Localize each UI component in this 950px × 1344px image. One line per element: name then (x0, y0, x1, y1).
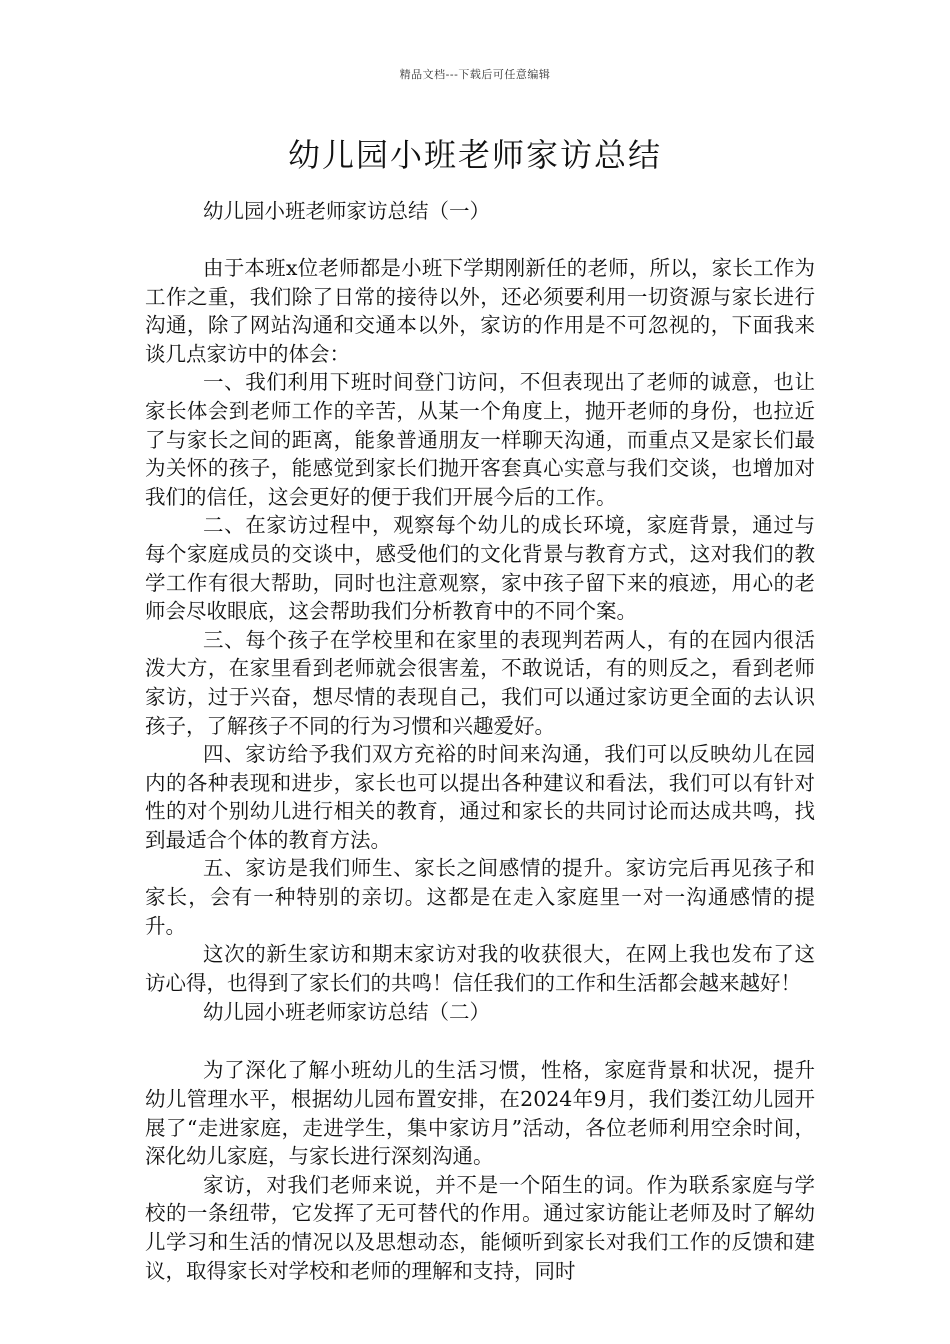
section-heading-1: 幼儿园小班老师家访总结（一） (203, 199, 490, 223)
paragraph: 三、每个孩子在学校里和在家里的表现判若两人，有的在园内很活泼大方，在家里看到老师就会很害羞，不敢说话，有的则反之，看到老师家访，过于兴奋，想尽情的表现自己，我们可以通过家访更全面的去认识孩子，了解孩子不同的行为习惯和兴趣爱好。 (145, 627, 815, 738)
paragraph: 一、我们利用下班时间登门访问，不但表现出了老师的诚意，也让家长体会到老师工作的辛苦，从某一个角度上，抛开老师的身份，也拉近了与家长之间的距离，能象普通朋友一样聊天沟通，而重点又是家长们最为关怀的孩子，能感觉到家长们抛开客套真心实意与我们交谈，也增加对我们的信任，这会更好的便于我们开展今后的工作。 (145, 370, 815, 509)
paragraph: 由于本班x位老师都是小班下学期刚新任的老师，所以，家长工作为工作之重，我们除了日常的接待以外，还必须要利用一切资源与家长进行沟通，除了网站沟通和交通本以外，家访的作用是不可忽视的，下面我来谈几点家访中的体会： (145, 256, 815, 366)
paragraph: 家访，对我们老师来说，并不是一个陌生的词。作为联系家庭与学校的一条纽带，它发挥了无可替代的作用。通过家访能让老师及时了解幼儿学习和生活的情况以及思想动态，能倾听到家长对我们工作的反馈和建议，取得家长对学校和老师的理解和支持，同时 (145, 1172, 815, 1283)
document-body (145, 196, 815, 1285)
paragraph: 五、家访是我们师生、家长之间感情的提升。家访完后再见孩子和家长，会有一种特别的亲切。这都是在走入家庭里一对一沟通感情的提升。 (145, 856, 815, 938)
paragraph: 四、家访给予我们双方充裕的时间来沟通，我们可以反映幼儿在园内的各种表现和进步，家长也可以提出各种建议和看法，我们可以有针对性的对个别幼儿进行相关的教育，通过和家长的共同讨论而达成共鸣，找到最适合个体的教育方法。 (145, 742, 815, 852)
header-note: 精品文档---下载后可任意编辑 (399, 68, 551, 81)
paragraph: 这次的新生家访和期末家访对我的收获很大，在网上我也发布了这访心得，也得到了家长们的共鸣！信任我们的工作和生活都会越来越好！ (145, 942, 815, 995)
section-heading-2: 幼儿园小班老师家访总结（二） (203, 1000, 490, 1025)
document-title: 幼儿园小班老师家访总结 (287, 136, 662, 174)
paragraph: 为了深化了解小班幼儿的生活习惯，性格，家庭背景和状况，提升幼儿管理水平，根据幼儿园布置安排，在2024年9月，我们娄江幼儿园开展了“走进家庭，走进学生，集中家访月”活动，各位老师利用空余时间，深化幼儿家庭，与家长进行深刻沟通。 (145, 1058, 815, 1169)
paragraph: 二、在家访过程中，观察每个幼儿的成长环境，家庭背景，通过与每个家庭成员的交谈中，感受他们的文化背景与教育方式，这对我们的教学工作有很大帮助，同时也注意观察，家中孩子留下来的痕迹，用心的老师会尽收眼底，这会帮助我们分析教育中的不同个案。 (145, 513, 815, 624)
